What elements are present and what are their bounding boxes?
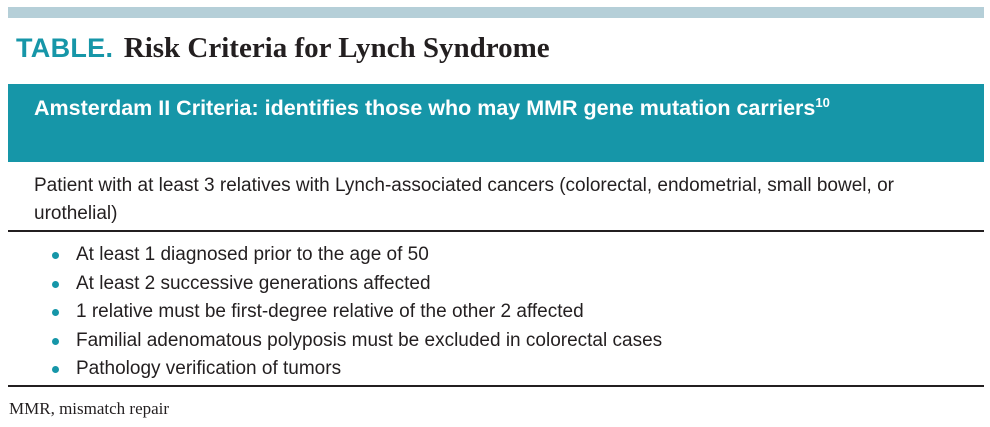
row-divider [8, 230, 984, 232]
criteria-text: At least 2 successive generations affected [76, 272, 431, 294]
criteria-item [50, 270, 662, 299]
footnote: MMR, mismatch repair [9, 399, 170, 418]
table-bottom-rule [8, 385, 984, 387]
bullet-icon [52, 281, 59, 288]
header-text: Amsterdam II Criteria: identifies those who may MMR gene mutation carriers [34, 96, 816, 120]
header-citation: 10 [815, 94, 830, 110]
bullet-icon [52, 366, 59, 373]
criteria-item [50, 241, 662, 270]
bullet-icon [52, 338, 59, 345]
header-text-wrapper [34, 93, 958, 123]
criteria-list [50, 241, 662, 384]
criteria-item [50, 298, 662, 327]
criteria-text: Familial adenomatous polyposis must be excluded in colorectal cases [76, 329, 663, 351]
criteria-item [50, 327, 662, 356]
bullet-icon [52, 309, 59, 316]
table-header [8, 84, 984, 162]
intro-text: Patient with at least 3 relatives with Lynch-associated cancers (colorectal, endometrial, small bowel, or urothelial) [34, 175, 894, 224]
table-label: TABLE. [16, 33, 114, 63]
bullet-icon [52, 252, 59, 259]
criteria-text: 1 relative must be first-degree relative of the other 2 affected [76, 301, 584, 322]
criteria-item [50, 355, 662, 384]
table-title [16, 32, 550, 65]
top-accent-bar [8, 7, 984, 18]
table-title-text: Risk Criteria for Lynch Syndrome [123, 32, 550, 64]
criteria-text: At least 1 diagnosed prior to the age of 50 [76, 244, 429, 265]
criteria-text: Pathology verification of tumors [76, 358, 342, 379]
